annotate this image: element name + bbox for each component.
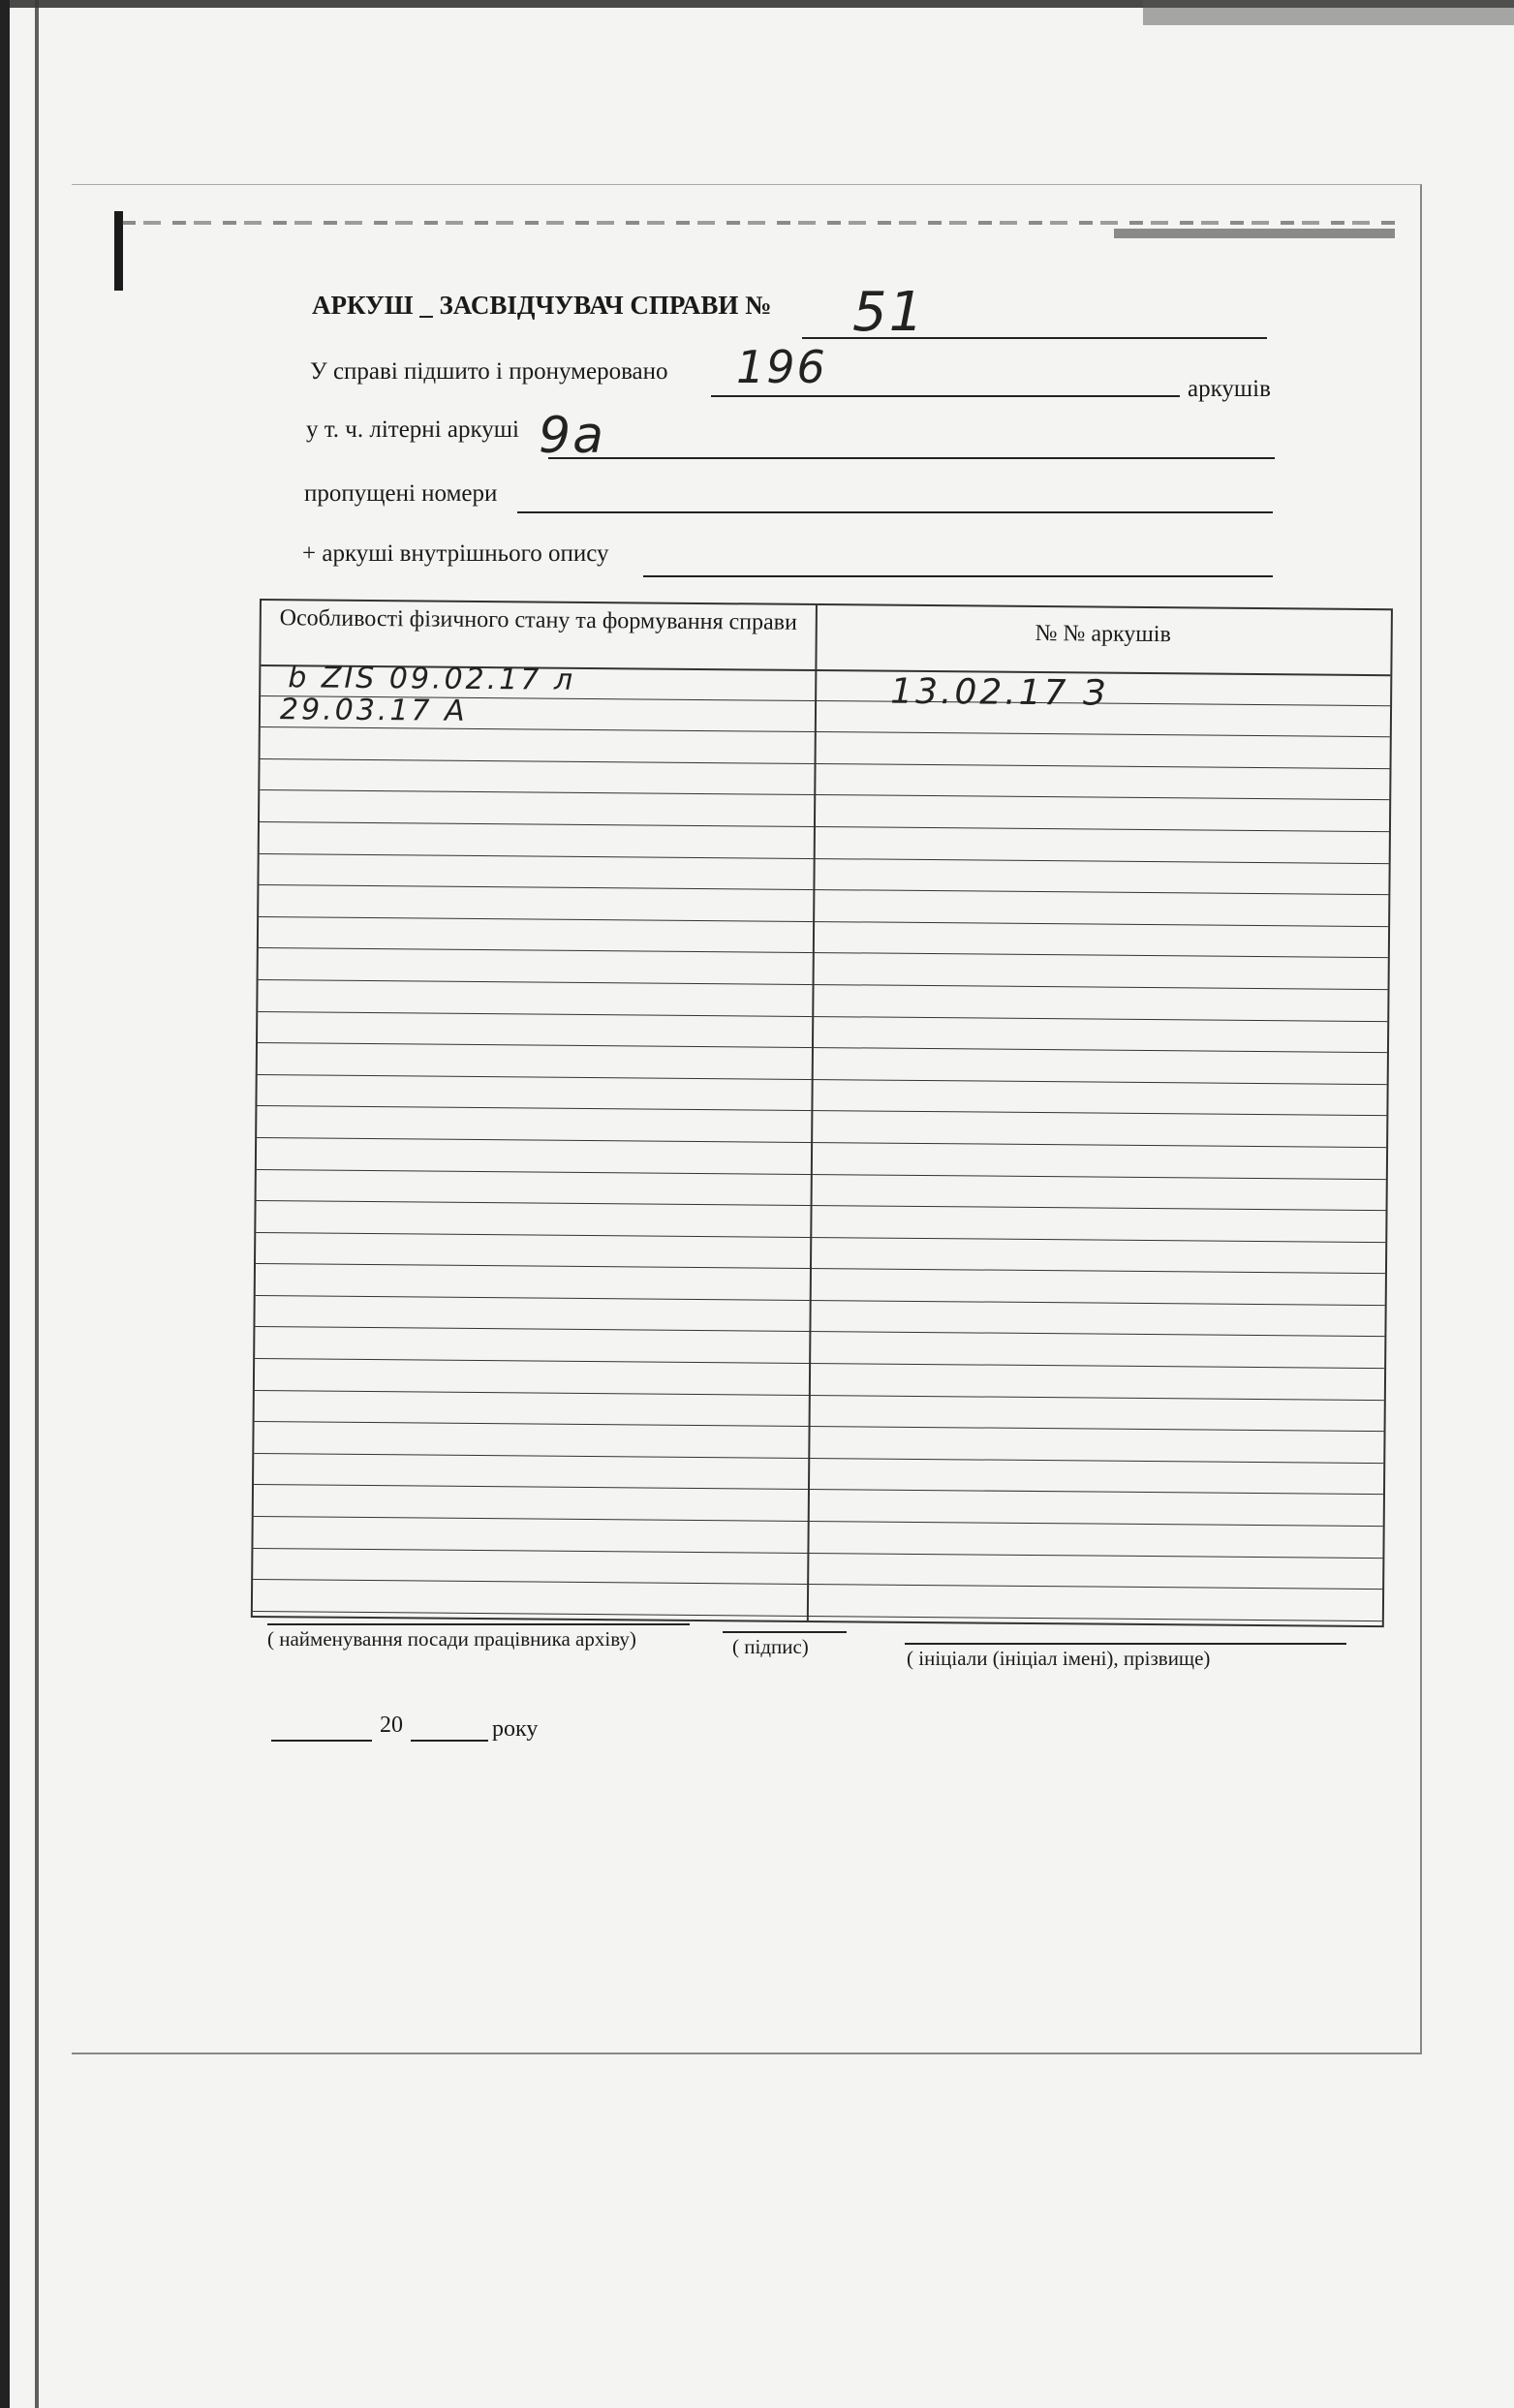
case-number-handwritten: 51	[852, 281, 926, 344]
scan-header-noise-2	[1114, 229, 1395, 238]
letter-sheets-handwritten: 9а	[539, 407, 605, 465]
signature-line	[723, 1631, 847, 1633]
features-entry-1: b ZIS 09.02.17 л	[288, 661, 576, 697]
position-line	[267, 1623, 690, 1625]
scan-left-edge	[0, 0, 10, 2408]
year-suffix: року	[492, 1716, 539, 1742]
letter-sheets-label: у т. ч. літерні аркуші	[306, 417, 519, 443]
internal-inventory-line	[643, 575, 1273, 577]
table-body	[253, 661, 1390, 1621]
skipped-numbers-label: пропущені номери	[304, 480, 498, 507]
sheets-entry-1: 13.02.17 З	[890, 671, 1109, 714]
scan-shadow	[1143, 0, 1514, 25]
initials-caption: ( ініціали (ініціал імені), прізвище)	[907, 1647, 1211, 1670]
sewn-count-handwritten: 196	[736, 341, 827, 393]
features-entry-2: 29.03.17 А	[279, 692, 468, 728]
internal-inventory-label: + аркуші внутрішнього опису	[302, 540, 609, 567]
position-caption: ( найменування посади працівника архіву)	[267, 1627, 636, 1651]
date-day-line	[271, 1740, 372, 1742]
sheets-word: аркушів	[1188, 376, 1271, 402]
col-sheets-header: № № аркушів	[1035, 620, 1171, 648]
date-year-line	[411, 1740, 488, 1742]
case-features-table	[251, 599, 1393, 1627]
skipped-numbers-line	[517, 511, 1273, 513]
year-prefix: 20	[380, 1713, 403, 1738]
signature-caption: ( підпис)	[732, 1635, 809, 1658]
col-features-header: Особливості фізичного стану та формування справи	[279, 605, 797, 635]
form-title: АРКУШ _ ЗАСВІДЧУВАЧ СПРАВИ №	[312, 291, 772, 320]
initials-line	[905, 1643, 1346, 1645]
letter-sheets-line	[548, 457, 1275, 459]
binding-edge	[35, 0, 39, 2408]
sewn-line	[711, 395, 1180, 397]
scan-header-noise	[122, 221, 1401, 225]
sewn-label: У справі підшито і пронумеровано	[310, 358, 668, 385]
